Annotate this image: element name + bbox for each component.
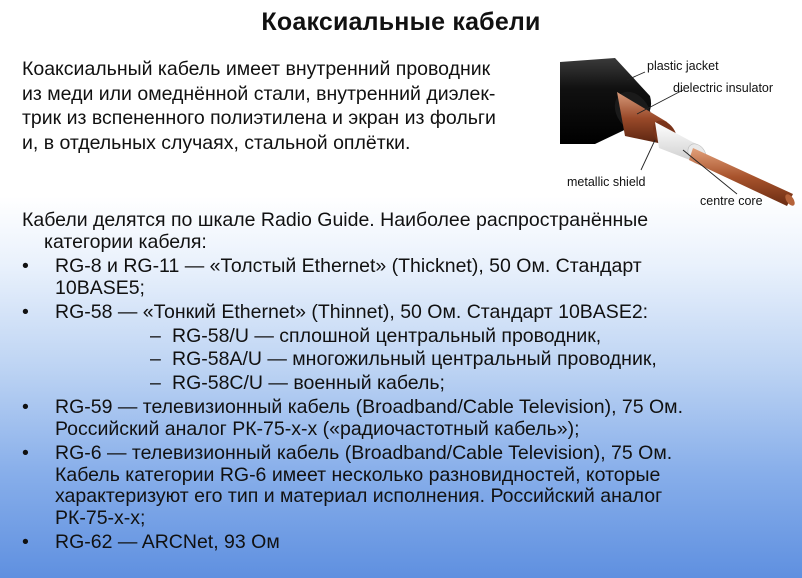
bullet-marker: •: [22, 255, 29, 277]
intro-line: Коаксиальный кабель имеет внутренний проводник: [22, 58, 491, 80]
bullet-marker: •: [22, 396, 29, 418]
list-item: [22, 532, 797, 554]
label-dielectric-insulator: dielectric insulator: [673, 81, 774, 95]
list-item-line: RG-6 — телевизионный кабель (Broadband/Cable Television), 75 Ом.: [55, 442, 673, 464]
list-item-line: 10BASE5;: [55, 276, 145, 299]
sub-list-item-text: RG-58/U — сплошной центральный проводник,: [172, 324, 602, 347]
list-item-line: характеризуют его тип и материал исполнения. Российский аналог: [55, 485, 663, 507]
list-item-line: RG-8 и RG-11 — «Толстый Ethernet» (Thicknet), 50 Ом. Стандарт: [55, 255, 642, 277]
list-item: [22, 443, 797, 529]
list-item-line: РК-75-х-х;: [55, 506, 146, 529]
bullet-marker: •: [22, 442, 29, 464]
lead-line: категории кабеля:: [44, 230, 207, 253]
coaxial-cable-illustration: [555, 44, 800, 214]
dash-marker: –: [150, 371, 161, 394]
list-item-line: RG-58 — «Тонкий Ethernet» (Thinnet), 50 Ом. Стандарт 10BASE2:: [55, 301, 649, 323]
intro-line: из меди или омеднённой стали, внутренний диэлек-: [22, 82, 496, 105]
label-plastic-jacket: plastic jacket: [647, 59, 719, 73]
slide-title: Коаксиальные кабели: [261, 8, 541, 36]
dash-marker: –: [150, 348, 161, 370]
list-item-line: RG-59 — телевизионный кабель (Broadband/Cable Television), 75 Ом.: [55, 396, 683, 418]
list-item-line: Кабель категории RG-6 имеет несколько разновидностей, которые: [55, 463, 661, 486]
dash-marker: –: [150, 324, 161, 347]
bullet-marker: •: [22, 531, 29, 553]
sub-list-item: [22, 373, 797, 395]
list-item: [22, 302, 797, 324]
list-item-line: Российский аналог РК-75-х-х («радиочастотный кабель»);: [55, 417, 580, 440]
list-item: [22, 397, 797, 440]
sub-list-item-text: RG-58A/U — многожильный центральный проводник,: [172, 348, 657, 370]
intro-line: трик из вспененного полиэтилена и экран из фольги: [22, 107, 496, 129]
coaxial-cable-figure: [555, 44, 800, 214]
lead-line: Кабели делятся по шкале Radio Guide. Наиболее распространённые: [22, 209, 649, 231]
sub-list-item: [22, 349, 797, 371]
cable-categories-list: [22, 210, 797, 554]
sub-list-item-text: RG-58C/U — военный кабель;: [172, 371, 445, 394]
label-metallic-shield: metallic shield: [567, 175, 646, 189]
intro-paragraph: [22, 57, 562, 155]
sub-list-item: [22, 326, 797, 348]
label-centre-core: centre core: [700, 194, 763, 208]
intro-line: и, в отдельных случаях, стальной оплётки.: [22, 131, 411, 154]
bullet-marker: •: [22, 301, 29, 323]
list-item-line: RG-62 — ARCNet, 93 Ом: [55, 531, 280, 553]
list-item: [22, 256, 797, 299]
